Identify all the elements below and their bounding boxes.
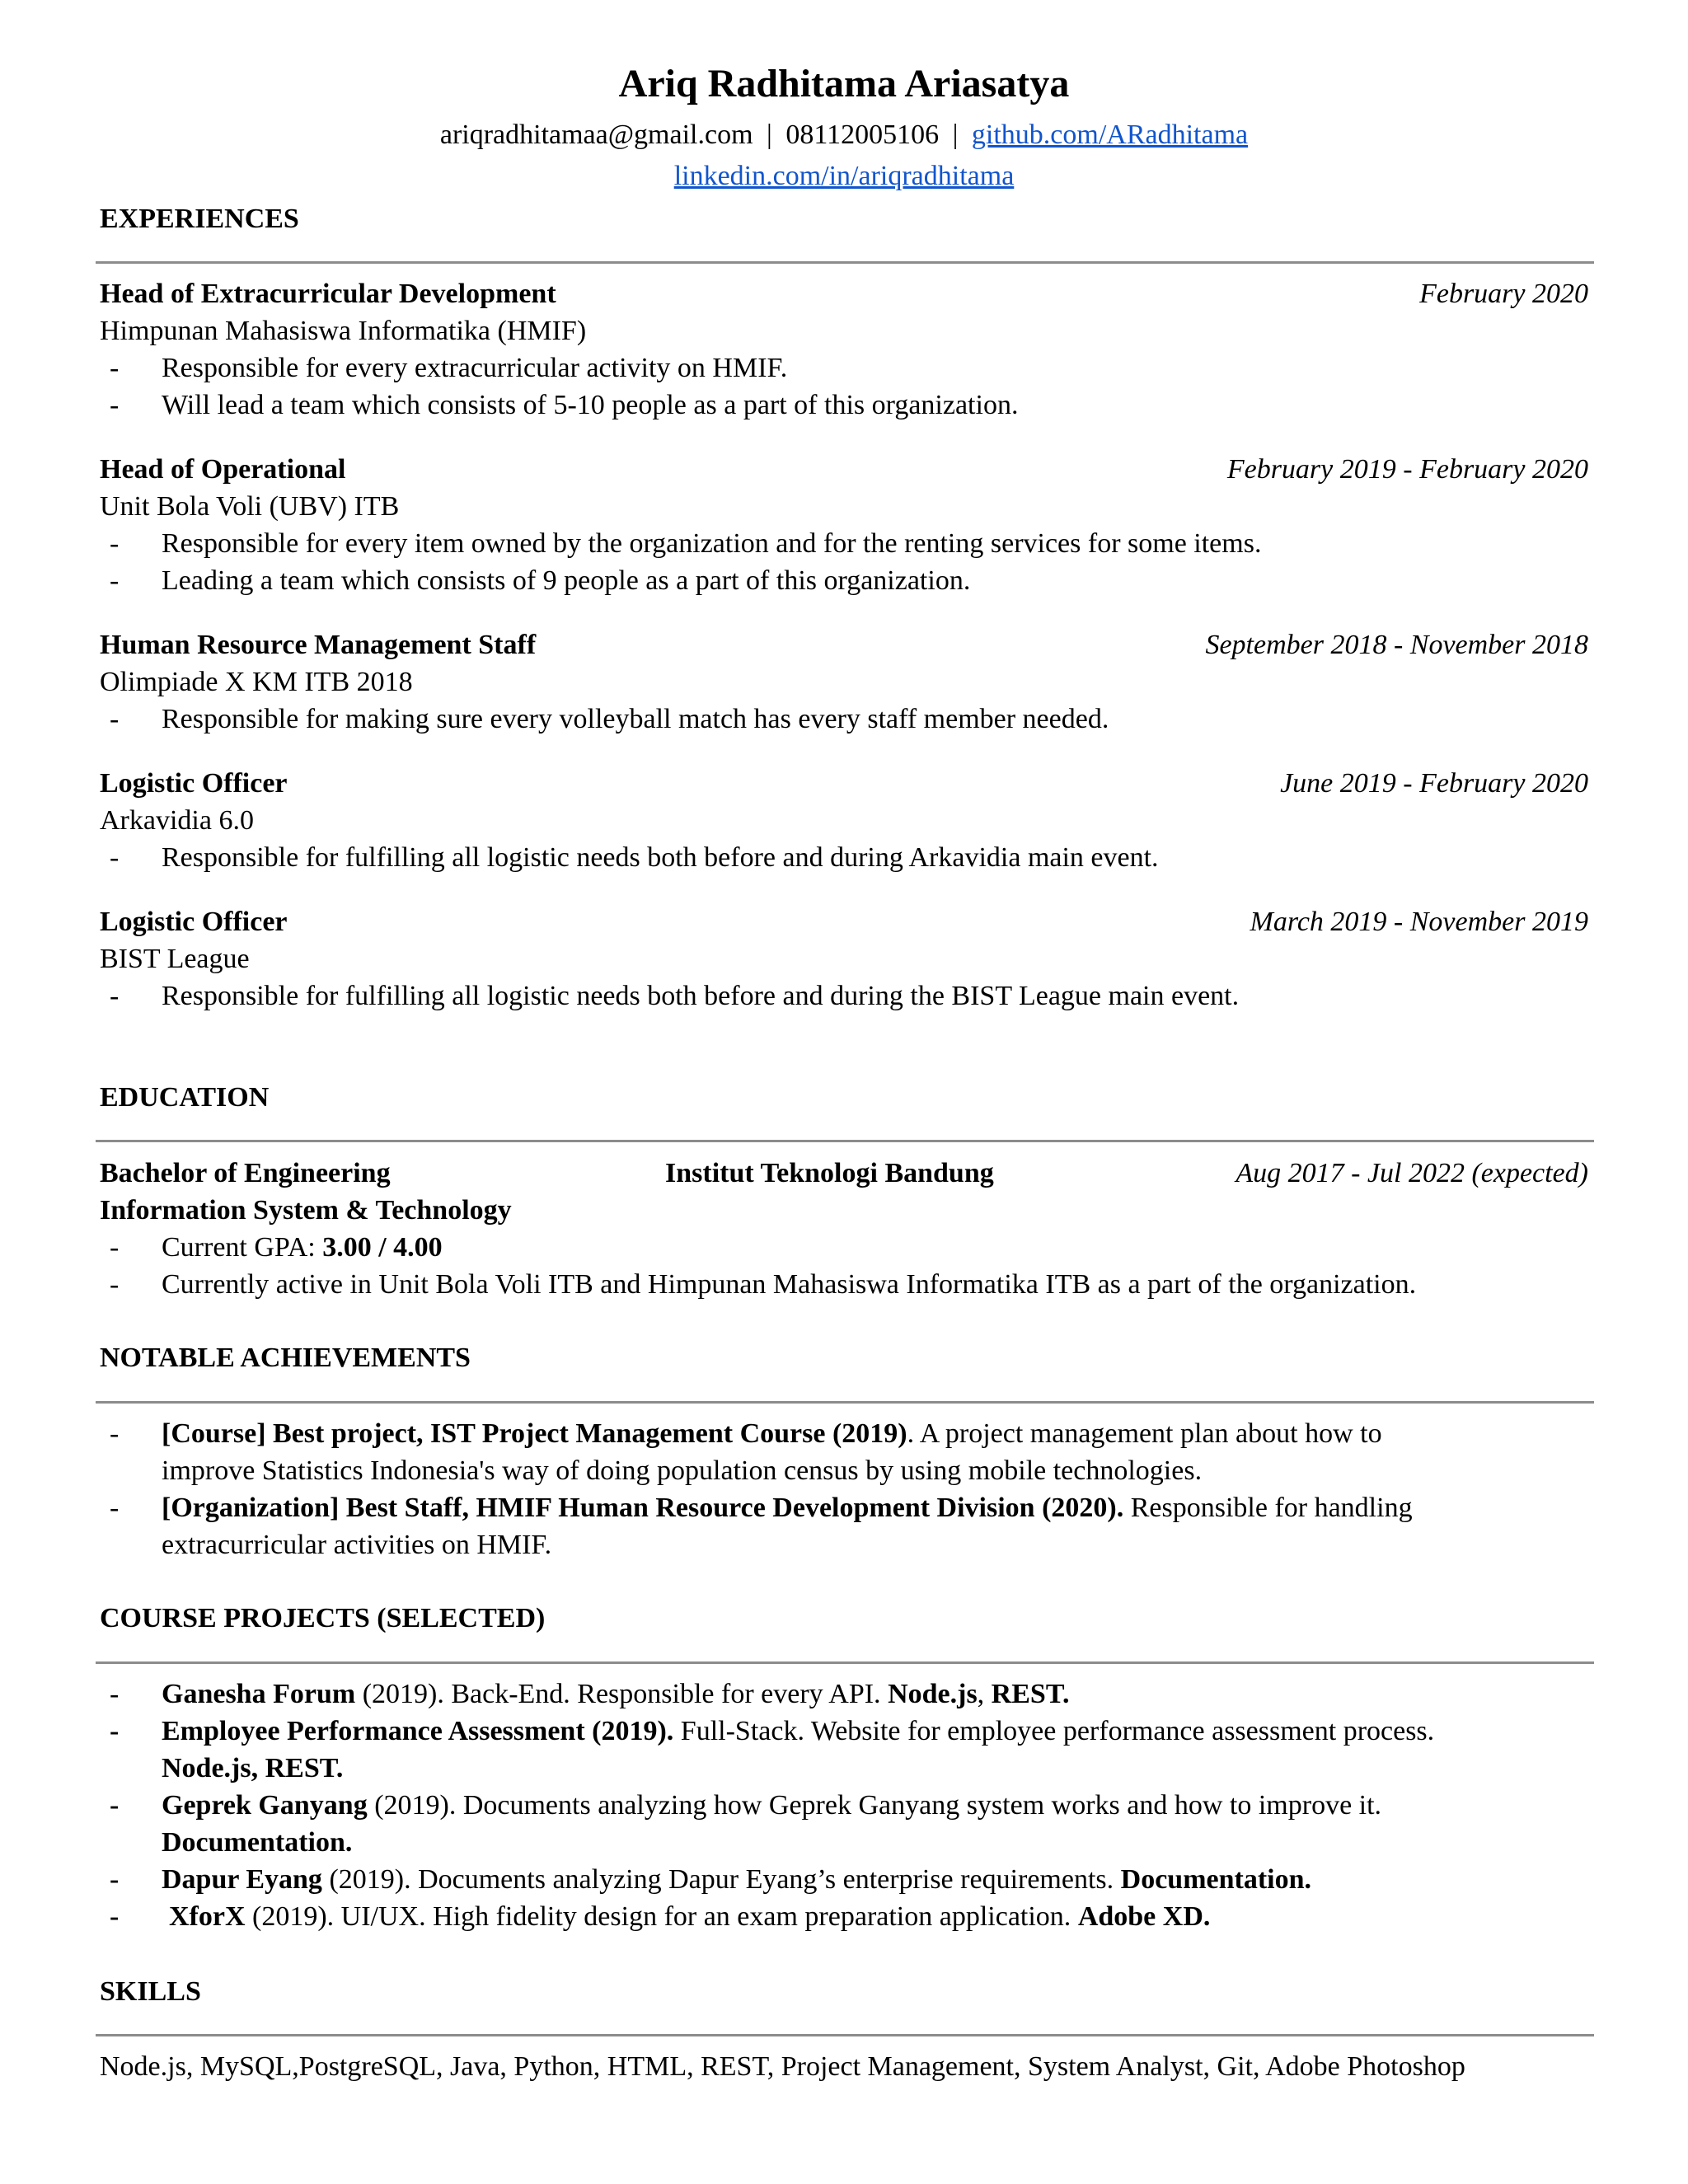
- role-title: Human Resource Management Staff: [100, 630, 537, 660]
- bullet-item: - Responsible for every extracurricular activity on HMIF.: [110, 353, 788, 383]
- project-item: - Employee Performance Assessment (2019). Full-Stack. Website for employee performance assessment process. Node.js, REST.: [110, 1716, 1435, 1783]
- achievements-list: [100, 1415, 1588, 1563]
- separator: |: [952, 120, 959, 150]
- section-divider: [96, 1140, 1594, 1142]
- achievement-item: - [Course] Best project, IST Project Management Course (2019). A project management plan about how to improve Statistics Indonesia's way of doing population census by using mobile technologies.: [110, 1418, 1382, 1486]
- institution-name: Institut Teknologi Bandung: [665, 1158, 994, 1188]
- bullet-item: - Responsible for making sure every volleyball match has every staff member needed.: [110, 704, 1109, 734]
- linkedin-link[interactable]: linkedin.com/in/ariqradhitama: [673, 161, 1015, 191]
- role-title: Head of Operational: [100, 454, 346, 485]
- gpa-value: 3.00 / 4.00: [322, 1232, 443, 1263]
- date-range: June 2019 - February 2020: [1280, 768, 1588, 799]
- skills-list: Node.js, MySQL,PostgreSQL, Java, Python, HTML, REST, Project Management, System Analyst, Git, Adobe Photoshop: [100, 2051, 1465, 2082]
- organization-name: BIST League: [100, 944, 250, 974]
- date-range: March 2019 - November 2019: [1250, 907, 1588, 937]
- organization-name: Unit Bola Voli (UBV) ITB: [100, 491, 400, 522]
- organization-name: Olimpiade X KM ITB 2018: [100, 667, 413, 697]
- bullet-item: - Responsible for fulfilling all logistic needs both before and during Arkavidia main event.: [110, 842, 1159, 873]
- projects-heading: COURSE PROJECTS (SELECTED): [100, 1603, 546, 1633]
- date-range: Aug 2017 - Jul 2022 (expected): [1236, 1158, 1588, 1188]
- date-range: February 2019 - February 2020: [1226, 454, 1588, 485]
- bullet-item: - Responsible for every item owned by the organization and for the renting services for some items.: [110, 528, 1262, 559]
- bullet-item: - Leading a team which consists of 9 people as a part of this organization.: [110, 565, 971, 596]
- role-title: Head of Extracurricular Development: [100, 279, 556, 309]
- education-entry: [100, 1155, 1588, 1303]
- achievement-item: - [Organization] Best Staff, HMIF Human Resource Development Division (2020). Responsible for handling extracurricular activities on HMIF.: [110, 1493, 1413, 1560]
- experience-entry: [100, 626, 1588, 738]
- experience-entry: [100, 903, 1588, 1015]
- organization-name: Arkavidia 6.0: [100, 805, 254, 836]
- section-divider: [96, 1401, 1594, 1404]
- project-item: - Ganesha Forum (2019). Back-End. Responsible for every API. Node.js, REST.: [110, 1679, 1070, 1709]
- role-title: Logistic Officer: [100, 907, 288, 937]
- section-divider: [96, 261, 1594, 264]
- contact-line: [0, 117, 1688, 153]
- bullet-item: - Currently active in Unit Bola Voli ITB and Himpunan Mahasiswa Informatika ITB as a part of the organization.: [110, 1269, 1417, 1300]
- section-divider: [96, 1661, 1594, 1664]
- bullet-item: - Current GPA: 3.00 / 4.00: [110, 1232, 443, 1263]
- experiences-heading: EXPERIENCES: [100, 204, 299, 234]
- separator: |: [767, 120, 772, 150]
- project-item: - Dapur Eyang (2019). Documents analyzing Dapur Eyang’s enterprise requirements. Documentation.: [110, 1864, 1312, 1895]
- section-divider: [96, 2034, 1594, 2036]
- achievements-heading: NOTABLE ACHIEVEMENTS: [100, 1343, 471, 1373]
- experience-entry: [100, 765, 1588, 876]
- bullet-item: - Responsible for fulfilling all logistic needs both before and during the BIST League main event.: [110, 981, 1240, 1011]
- resume-name: Ariq Radhitama Ariasatya: [618, 62, 1070, 105]
- experience-entry: [100, 451, 1588, 599]
- project-item: - XforX (2019). UI/UX. High fidelity design for an exam preparation application. Adobe XD.: [110, 1901, 1211, 1932]
- degree-title: Bachelor of Engineering: [100, 1158, 391, 1188]
- organization-name: Himpunan Mahasiswa Informatika (HMIF): [100, 316, 587, 346]
- experience-entry: [100, 275, 1588, 424]
- skills-heading: SKILLS: [100, 1976, 201, 2007]
- date-range: September 2018 - November 2018: [1205, 630, 1588, 660]
- date-range: February 2020: [1419, 279, 1588, 309]
- education-heading: EDUCATION: [100, 1082, 270, 1113]
- projects-list: [100, 1675, 1588, 1935]
- major-name: Information System & Technology: [100, 1195, 512, 1226]
- role-title: Logistic Officer: [100, 768, 288, 799]
- email-text: ariqradhitamaa@gmail.com: [439, 120, 753, 150]
- bullet-item: - Will lead a team which consists of 5-10 people as a part of this organization.: [110, 390, 1019, 420]
- phone-text: 08112005106: [785, 120, 940, 150]
- linkedin-line: [0, 158, 1688, 194]
- github-link[interactable]: github.com/ARadhitama: [971, 120, 1249, 150]
- project-item: - Geprek Ganyang (2019). Documents analyzing how Geprek Ganyang system works and how to improve it. Documentation.: [110, 1790, 1382, 1858]
